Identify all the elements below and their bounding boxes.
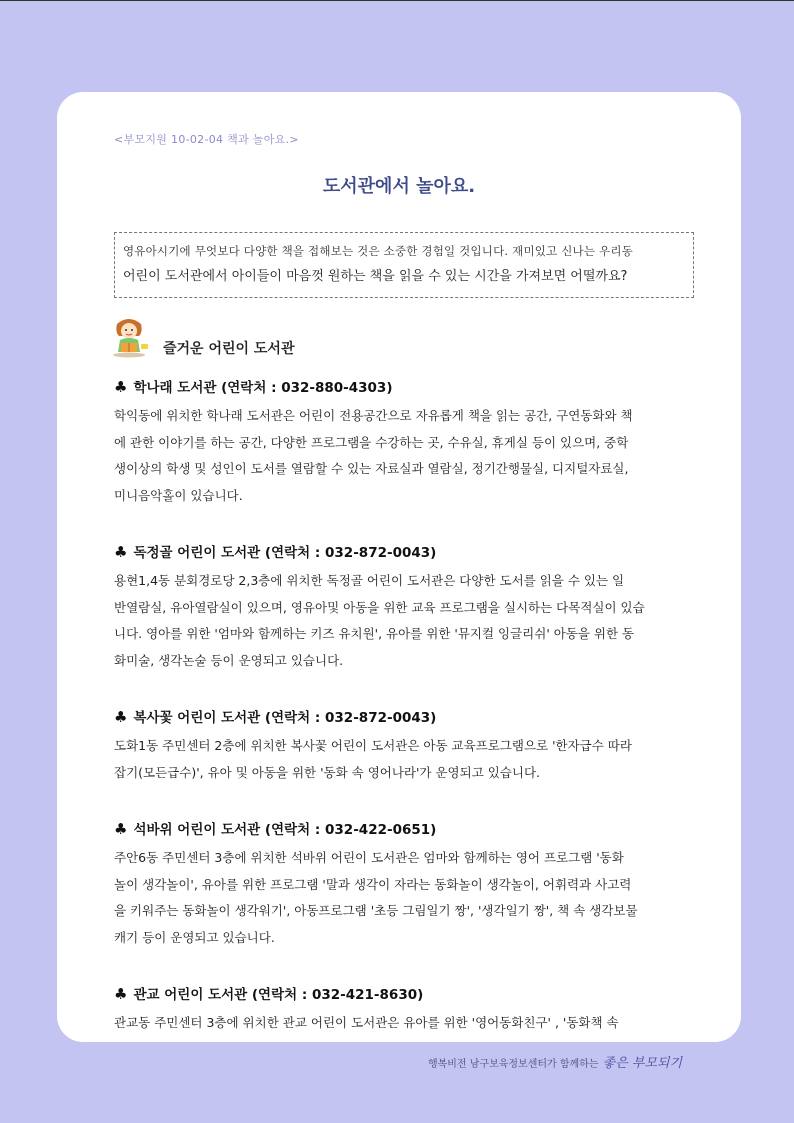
library-description: 용현1,4동 분회경로당 2,3층에 위치한 독정골 어린이 도서관은 다양한 도서를 읽을 수 있는 일 반열람실, 유아열람실이 있으며, 영유아및 아동을 위한 교육 프로그램을 실시하는 다목적실이 있습 니다. 영아를 위한 '엄마와 함께하는 키즈 유치원', 유아를 위한 '뮤지컬 잉글리쉬' 아동을 위한 동 화미술, 생각논술 등이 운영되고 있습니다. (114, 573, 645, 668)
library-description: 관교동 주민센터 3층에 위치한 관교 어린이 도서관은 유아를 위한 '영어동화친구' , '동화책 속 (114, 1015, 619, 1030)
intro-box (114, 232, 694, 298)
club-icon: ♣ (114, 708, 128, 726)
content-card (57, 92, 741, 1042)
footer-brand: 좋은 부모되기 (602, 1056, 682, 1071)
footer-text: 행복비전 남구보육정보센터가 함께하는 (427, 1059, 599, 1070)
library-heading: ♣ 석바위 어린이 도서관 (연락처 : 032-422-0651) (114, 820, 437, 838)
club-icon: ♣ (114, 378, 128, 396)
header-tag: <부모지원 10-02-04 책과 놀아요.> (114, 133, 299, 146)
page-top-border (0, 0, 794, 1)
library-heading: ♣ 관교 어린이 도서관 (연락처 : 032-421-8630) (114, 985, 424, 1003)
library-entry (114, 542, 690, 674)
library-heading: ♣ 독정골 어린이 도서관 (연락처 : 032-872-0043) (114, 543, 437, 561)
footer (428, 1052, 682, 1071)
library-entry (114, 984, 690, 1037)
club-icon: ♣ (114, 985, 128, 1003)
intro-line-2: 어린이 도서관에서 아이들이 마음껏 원하는 책을 읽을 수 있는 시간을 가져보면 어떨까요? (123, 269, 628, 284)
library-heading: ♣ 복사꽃 어린이 도서관 (연락처 : 032-872-0043) (114, 708, 437, 726)
reading-child-icon (107, 314, 151, 358)
club-icon: ♣ (114, 543, 128, 561)
library-entry (114, 377, 690, 509)
library-description: 학익동에 위치한 학나래 도서관은 어린이 전용공간으로 자유롭게 책을 읽는 공간, 구연동화와 책 에 관한 이야기를 하는 공간, 다양한 프로그램을 수강하는 곳, 수유실, 휴게실 등이 있으며, 중학 생이상의 학생 및 성인이 도서를 열람할 수 있는 자료실과 열람실, 정기간행물실, 디지털자료실, 미니음악홀이 있습니다. (114, 408, 633, 503)
library-entry (114, 819, 690, 951)
library-entry (114, 707, 690, 786)
library-description: 도화1동 주민센터 2층에 위치한 복사꽃 어린이 도서관은 아동 교육프로그램으로 '한자급수 따라 잡기(모든급수)', 유아 및 아동을 위한 '동화 속 영어나라'가 운영되고 있습니다. (114, 738, 632, 780)
library-heading: ♣ 학나래 도서관 (연락처 : 032-880-4303) (114, 378, 393, 396)
library-list (114, 377, 690, 1042)
intro-line-1: 영유아시기에 무엇보다 다양한 책을 접해보는 것은 소중한 경험일 것입니다. 재미있고 신나는 우리동 (123, 244, 633, 258)
club-icon: ♣ (114, 820, 128, 838)
library-description: 주안6동 주민센터 3층에 위치한 석바위 어린이 도서관은 엄마와 함께하는 영어 프로그램 '동화 놀이 생각놀이', 유아를 위한 프로그램 '말과 생각이 자라는 동화놀이 생각놀이, 어휘력과 사고력 을 키워주는 동화놀이 생각워기', 아동프로그램 '초등 그림일기 짱', '생각일기 짱', 책 속 생각보물 캐기 등이 운영되고 있습니다. (114, 850, 638, 945)
page-title: 도서관에서 놀아요. (322, 176, 476, 197)
section-heading: 즐거운 어린이 도서관 (163, 341, 295, 357)
